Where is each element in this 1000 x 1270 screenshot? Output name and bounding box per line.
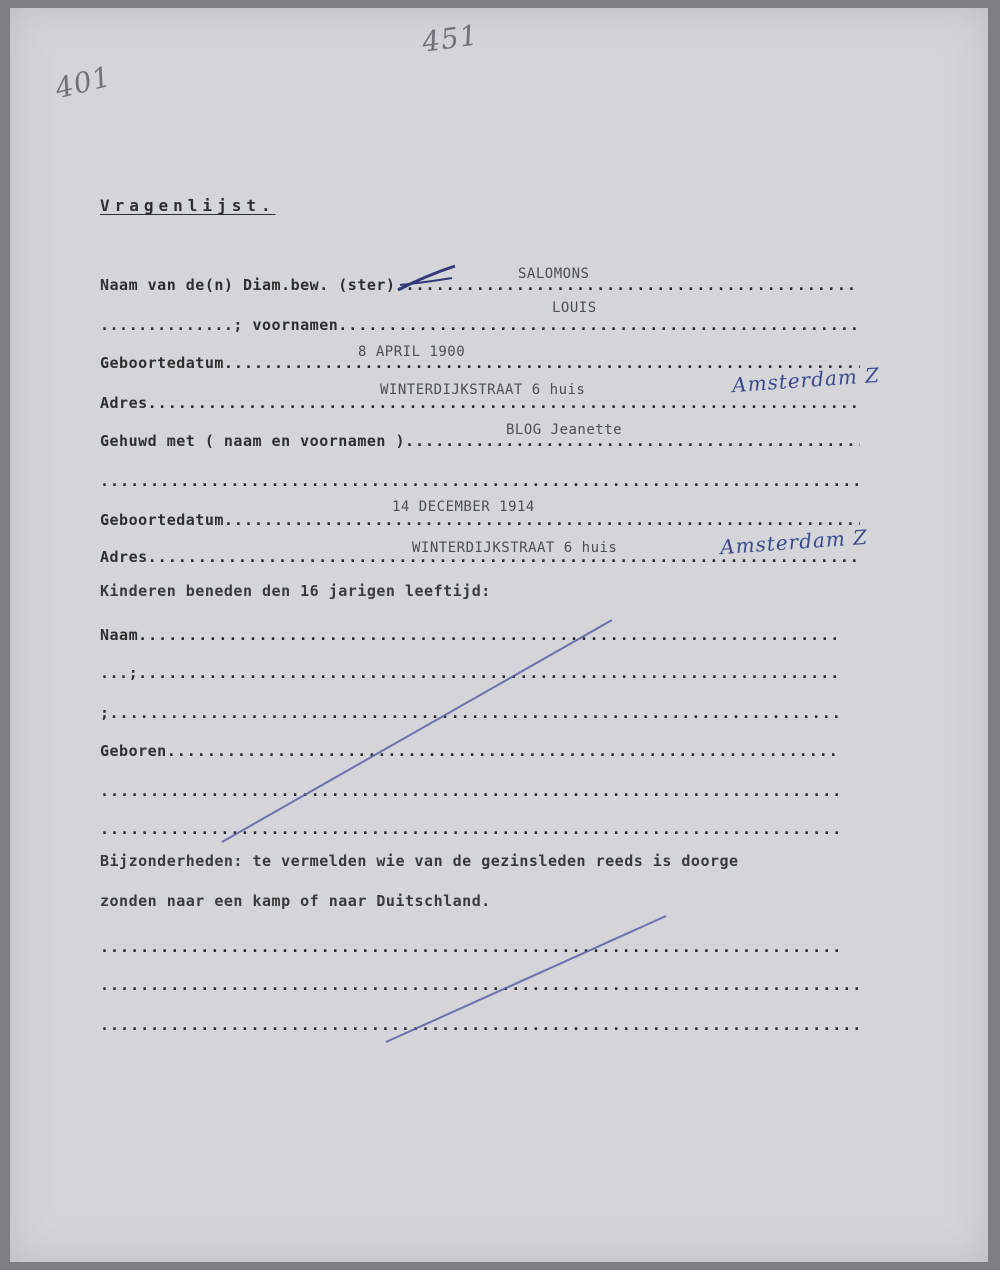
dot-leader xyxy=(224,354,860,372)
dot-leader xyxy=(100,976,860,994)
adres-label: Adres xyxy=(100,394,148,412)
dot-leader xyxy=(167,742,840,760)
adres2-value: WINTERDIJKSTRAAT 6 huis xyxy=(412,540,618,556)
dot-leader xyxy=(100,782,840,800)
field-voornamen xyxy=(100,312,860,334)
field-kind-naam xyxy=(100,622,840,644)
field-bijzonderheden-line-3 xyxy=(100,1012,860,1034)
field-geboren xyxy=(100,738,840,760)
dot-leader xyxy=(100,820,840,838)
voornamen-label: ..............; voornamen xyxy=(100,316,339,334)
naam-label: Naam van de(n) Diam.bew. (ster) xyxy=(100,276,396,294)
dot-leader xyxy=(138,664,840,682)
field-blank-line xyxy=(100,468,860,490)
adres-handwritten-city: Amsterdam Z xyxy=(731,362,881,398)
field-geboren-line-2 xyxy=(100,778,840,800)
field-kind-line-2 xyxy=(100,660,840,682)
form-title: Vragenlijst. xyxy=(100,196,276,215)
naam-value: SALOMONS xyxy=(518,266,590,282)
kinderen-heading: Kinderen beneden den 16 jarigen leeftijd: xyxy=(100,582,491,600)
dot-leader xyxy=(100,1016,860,1034)
archive-number-left: 401 xyxy=(51,59,115,106)
geboren-label: Geboren xyxy=(100,742,167,760)
field-geboortedatum xyxy=(100,350,860,372)
archive-number-top: 451 xyxy=(419,18,481,59)
field-gehuwd-met xyxy=(100,428,860,450)
bijzonderheden-line-1: Bijzonderheden: te vermelden wie van de gezinsleden reeds is doorge xyxy=(100,852,739,870)
dot-leader xyxy=(338,316,860,334)
geboortedatum-label: Geboortedatum xyxy=(100,354,224,372)
geboortedatum2-label: Geboortedatum xyxy=(100,511,224,529)
dot-leader xyxy=(395,276,860,294)
dot-leader xyxy=(110,704,840,722)
kind-naam-label: Naam xyxy=(100,626,139,644)
geboortedatum2-value: 14 DECEMBER 1914 xyxy=(392,499,535,515)
field-geboren-line-3 xyxy=(100,816,840,838)
field-kind-line-3 xyxy=(100,700,840,722)
dot-leader xyxy=(100,472,860,490)
field-bijzonderheden-line-1 xyxy=(100,934,840,956)
gehuwd-label: Gehuwd met ( naam en voornamen ) xyxy=(100,432,405,450)
kind-row3-label: ; xyxy=(100,704,110,722)
gehuwd-value: BLOG Jeanette xyxy=(506,422,623,438)
dot-leader xyxy=(138,626,840,644)
kind-row2-label: ...; xyxy=(100,664,139,682)
voornamen-value: LOUIS xyxy=(552,300,597,316)
field-bijzonderheden-line-2 xyxy=(100,972,860,994)
bijzonderheden-line-2: zonden naar een kamp of naar Duitschland. xyxy=(100,892,491,910)
field-naam xyxy=(100,272,860,294)
adres2-label: Adres xyxy=(100,548,148,566)
dot-leader xyxy=(100,938,840,956)
geboortedatum-value: 8 APRIL 1900 xyxy=(358,344,466,360)
adres2-handwritten-city: Amsterdam Z xyxy=(719,524,869,560)
dot-leader xyxy=(405,432,860,450)
adres-value: WINTERDIJKSTRAAT 6 huis xyxy=(380,382,586,398)
dot-leader xyxy=(224,511,860,529)
